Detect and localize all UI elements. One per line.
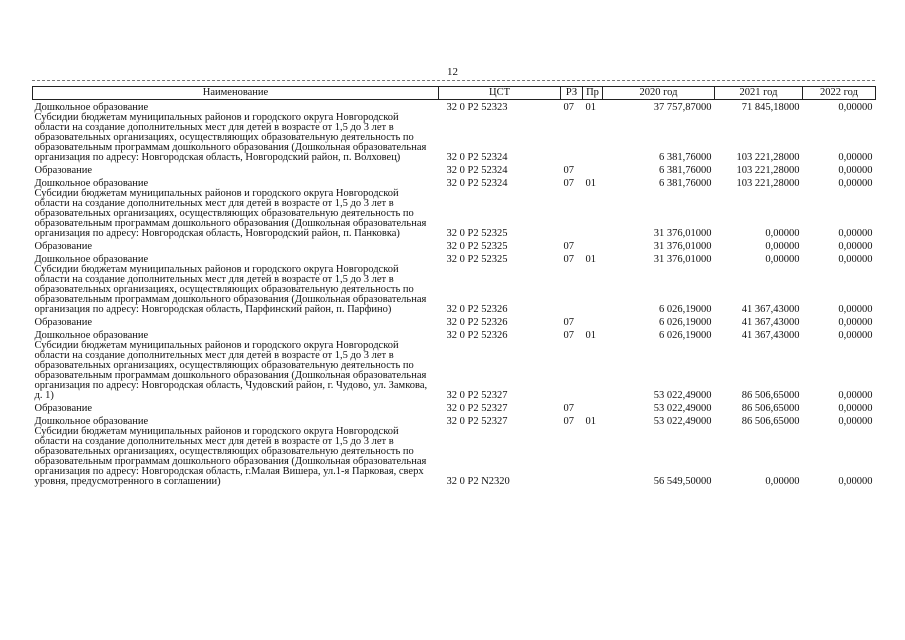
cell-y2022: 0,00000	[838, 102, 873, 113]
table-row	[33, 315, 876, 328]
cell-y2021: 86 506,65000	[741, 416, 800, 427]
table-row	[33, 239, 876, 252]
cell-name: Дошкольное образование	[34, 254, 149, 265]
cell-cst: 32 0 P2 52326	[446, 317, 508, 328]
cell-pr	[583, 341, 603, 401]
cell-name: Дошкольное образование	[34, 178, 149, 189]
cell-y2022: 0,00000	[838, 330, 873, 341]
table-row	[33, 113, 876, 163]
cell-rz: 07	[563, 317, 574, 328]
cell-cst: 32 0 P2 52324	[446, 152, 508, 163]
cell-rz: 07	[563, 178, 574, 189]
cell-y2021: 0,00000	[765, 254, 800, 265]
cell-y2021: 103 221,28000	[736, 152, 800, 163]
cell-y2022: 0,00000	[838, 317, 873, 328]
cell-pr: 01	[585, 330, 596, 341]
cell-y2022: 0,00000	[838, 178, 873, 189]
cell-y2020: 6 026,19000	[659, 330, 712, 341]
cell-name: Субсидии бюджетам муниципальных районов и городского округа Новгородской области на создание дополнительных мест для детей в возрасте от 1,5 до 3 лет в образовательных организациях, осуществляющих образовательную деятельность по образовательным программам дошкольного образования (Дошкольная образовательная организация по адресу: Новгородская область, Новгородский район, п. Панковка)	[34, 188, 427, 239]
page-number: 12	[447, 66, 458, 78]
cell-y2020: 31 376,01000	[653, 228, 712, 239]
cell-rz	[561, 427, 583, 487]
header-2021: 2021 год	[715, 87, 803, 100]
header-rz: РЗ	[561, 87, 583, 100]
cell-y2021: 0,00000	[765, 241, 800, 252]
header-2022: 2022 год	[803, 87, 876, 100]
cell-y2020: 6 026,19000	[659, 317, 712, 328]
cell-y2022: 0,00000	[838, 304, 873, 315]
cell-cst: 32 0 P2 52325	[446, 254, 508, 265]
cell-cst: 32 0 P2 52327	[446, 403, 508, 414]
cell-pr	[583, 113, 603, 163]
cell-rz: 07	[563, 241, 574, 252]
cell-name: Субсидии бюджетам муниципальных районов и городского округа Новгородской области на создание дополнительных мест для детей в возрасте от 1,5 до 3 лет в образовательных организациях, осуществляющих образовательную деятельность по образовательным программам дошкольного образования (Дошкольная образовательная организация по адресу: Новгородская область, Новгородский район, п. Волховец)	[34, 112, 427, 163]
cell-cst: 32 0 P2 52327	[446, 416, 508, 427]
cell-cst: 32 0 P2 N2320	[446, 476, 510, 487]
cell-name: Образование	[34, 403, 93, 414]
cell-y2022: 0,00000	[838, 241, 873, 252]
cell-y2021: 86 506,65000	[741, 390, 800, 401]
cell-rz	[561, 265, 583, 315]
cell-y2020: 6 381,76000	[659, 178, 712, 189]
cell-rz: 07	[563, 102, 574, 113]
table-row	[33, 341, 876, 401]
top-divider	[32, 80, 875, 81]
cell-cst: 32 0 P2 52324	[446, 178, 508, 189]
cell-y2022: 0,00000	[838, 165, 873, 176]
table-row	[33, 401, 876, 414]
header-pr: Пр	[583, 87, 603, 100]
cell-rz	[561, 341, 583, 401]
cell-y2020: 31 376,01000	[653, 241, 712, 252]
cell-pr: 01	[585, 102, 596, 113]
cell-y2022: 0,00000	[838, 416, 873, 427]
budget-table	[32, 86, 876, 487]
cell-cst: 32 0 P2 52324	[446, 165, 508, 176]
cell-y2022: 0,00000	[838, 476, 873, 487]
cell-cst: 32 0 P2 52323	[446, 102, 508, 113]
cell-name: Образование	[34, 165, 93, 176]
cell-name: Дошкольное образование	[34, 102, 149, 113]
cell-cst: 32 0 P2 52326	[446, 304, 508, 315]
cell-y2021: 41 367,43000	[741, 304, 800, 315]
table-row	[33, 427, 876, 487]
header-2020: 2020 год	[603, 87, 715, 100]
table-row	[33, 265, 876, 315]
cell-y2021: 86 506,65000	[741, 403, 800, 414]
cell-y2020: 53 022,49000	[653, 403, 712, 414]
cell-y2021: 41 367,43000	[741, 317, 800, 328]
cell-name: Субсидии бюджетам муниципальных районов и городского округа Новгородской области на создание дополнительных мест для детей в возрасте от 1,5 до 3 лет в образовательных организациях, осуществляющих образовательную деятельность по образовательным программам дошкольного образования (Дошкольная образовательная организация по адресу: Новгородская область, Чудовский район, г. Чудово, ул. Замкова, д. 1)	[34, 340, 428, 401]
cell-name: Образование	[34, 241, 93, 252]
cell-y2022: 0,00000	[838, 390, 873, 401]
cell-pr	[583, 427, 603, 487]
cell-y2020: 6 381,76000	[659, 165, 712, 176]
cell-cst: 32 0 P2 52326	[446, 330, 508, 341]
cell-rz	[561, 113, 583, 163]
cell-rz: 07	[563, 403, 574, 414]
cell-y2022: 0,00000	[838, 152, 873, 163]
cell-y2020: 6 381,76000	[659, 152, 712, 163]
cell-y2021: 103 221,28000	[736, 165, 800, 176]
table-row	[33, 189, 876, 239]
cell-pr: 01	[585, 416, 596, 427]
cell-y2021: 103 221,28000	[736, 178, 800, 189]
table-row	[33, 163, 876, 176]
cell-y2020: 6 026,19000	[659, 304, 712, 315]
cell-rz: 07	[563, 165, 574, 176]
cell-y2020: 53 022,49000	[653, 416, 712, 427]
cell-y2021: 0,00000	[765, 476, 800, 487]
cell-pr	[583, 239, 603, 252]
cell-name: Образование	[34, 317, 93, 328]
cell-pr	[583, 189, 603, 239]
cell-name: Дошкольное образование	[34, 330, 149, 341]
cell-y2022: 0,00000	[838, 403, 873, 414]
cell-cst: 32 0 P2 52327	[446, 390, 508, 401]
cell-name: Дошкольное образование	[34, 416, 149, 427]
table-row	[33, 100, 876, 114]
cell-y2022: 0,00000	[838, 254, 873, 265]
cell-y2020: 53 022,49000	[653, 390, 712, 401]
cell-cst: 32 0 P2 52325	[446, 228, 508, 239]
header-cst: ЦСТ	[439, 87, 561, 100]
cell-y2020: 31 376,01000	[653, 254, 712, 265]
cell-name: Субсидии бюджетам муниципальных районов и городского округа Новгородской области на создание дополнительных мест для детей в возрасте от 1,5 до 3 лет в образовательных организациях, осуществляющих образовательную деятельность по образовательным программам дошкольного образования (Дошкольная образовательная организация по адресу: Новгородская область, г.Малая Вишера, ул.1-я Парковая, сверх уровня, предусмотренного в соглашении)	[34, 426, 427, 487]
cell-pr	[583, 401, 603, 414]
cell-name: Субсидии бюджетам муниципальных районов и городского округа Новгородской области на создание дополнительных мест для детей в возрасте от 1,5 до 3 лет в образовательных организациях, осуществляющих образовательную деятельность по образовательным программам дошкольного образования (Дошкольная образовательная организация по адресу: Новгородская область, Парфинский район, п. Парфино)	[34, 264, 427, 315]
cell-pr: 01	[585, 254, 596, 265]
cell-y2020: 37 757,87000	[653, 102, 712, 113]
cell-y2020: 56 549,50000	[653, 476, 712, 487]
header-name: Наименование	[33, 87, 439, 100]
cell-y2021: 71 845,18000	[741, 102, 800, 113]
cell-y2022: 0,00000	[838, 228, 873, 239]
cell-pr	[583, 163, 603, 176]
cell-rz: 07	[563, 416, 574, 427]
cell-pr: 01	[585, 178, 596, 189]
cell-rz	[561, 189, 583, 239]
cell-cst: 32 0 P2 52325	[446, 241, 508, 252]
cell-pr	[583, 315, 603, 328]
cell-pr	[583, 265, 603, 315]
table-header-row	[33, 87, 876, 100]
cell-rz: 07	[563, 254, 574, 265]
cell-rz: 07	[563, 330, 574, 341]
cell-y2021: 41 367,43000	[741, 330, 800, 341]
cell-y2021: 0,00000	[765, 228, 800, 239]
